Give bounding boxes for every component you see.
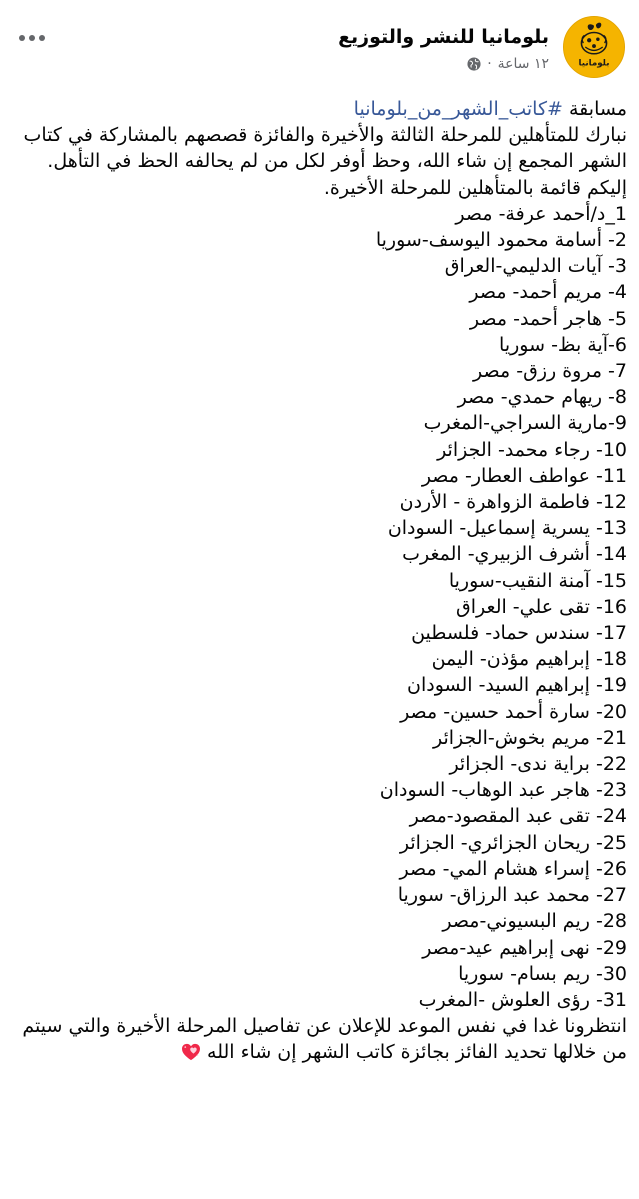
page-avatar[interactable]	[563, 16, 625, 78]
qualifier-item: 16- تقى علي- العراق	[456, 595, 627, 618]
qualifier-item: 31- رؤى العلوش -المغرب	[418, 988, 627, 1011]
intro-paragraph: نبارك للمتأهلين للمرحلة الثالثة والأخيرة والفائزة قصصهم بالمشاركة في كتاب الشهر المجمع إن شاء الله، وحظ أوفر لكل من لم يحالفه الحظ في التأهل.	[23, 124, 627, 173]
globe-icon[interactable]	[467, 57, 481, 71]
page-name[interactable]: بلومانيا للنشر والتوزيع	[338, 26, 549, 48]
post-timestamp[interactable]: ١٢ ساعة	[497, 56, 549, 72]
qualifier-item: 9-مارية السراجي-المغرب	[423, 412, 627, 435]
qualifier-item: 19- إبراهيم السيد- السودان	[407, 674, 627, 697]
qualifier-item: 8- ريهام حمدي- مصر	[457, 386, 627, 409]
qualifier-item: 25- ريحان الجزائري- الجزائر	[399, 831, 627, 854]
post-header	[0, 12, 639, 84]
qualifier-item: 12- فاطمة الزواهرة - الأردن	[399, 491, 627, 514]
qualifier-item: 23- هاجر عبد الوهاب- السودان	[379, 779, 627, 802]
more-dot-icon	[39, 35, 45, 41]
qualifier-item: 24- تقى عبد المقصود-مصر	[409, 805, 627, 828]
post-meta	[467, 56, 549, 72]
intro-prefix: مسابقة	[562, 98, 627, 120]
qualifier-item: 2- أسامة محمود اليوسف-سوريا	[375, 229, 627, 252]
qualifier-item: 15- آمنة النقيب-سوريا	[448, 569, 627, 592]
two-hearts-icon	[181, 1043, 201, 1061]
qualifier-item: 5- هاجر أحمد- مصر	[469, 307, 627, 330]
bloomania-logo-icon	[564, 17, 624, 77]
list-intro: إليكم قائمة بالمتأهلين للمرحلة الأخيرة.	[323, 176, 627, 199]
qualifier-item: 10- رجاء محمد- الجزائر	[437, 438, 627, 461]
qualifier-item: 7- مروة رزق- مصر	[473, 360, 627, 383]
qualifier-item: 21- مريم بخوش-الجزائر	[433, 726, 627, 749]
more-options-button[interactable]	[16, 28, 48, 48]
hashtag-link[interactable]: #كاتب_الشهر_من_بلومانيا	[353, 98, 563, 120]
qualifier-item: 3- آيات الدليمي-العراق	[444, 255, 627, 278]
qualifier-item: 27- محمد عبد الرزاق- سوريا	[397, 884, 627, 907]
post-body	[12, 96, 627, 1066]
qualifier-item: 20- سارة أحمد حسين- مصر	[400, 700, 627, 723]
qualifier-item: 18- إبراهيم مؤذن- اليمن	[431, 648, 627, 671]
qualifier-item: 30- ريم بسام- سوريا	[458, 962, 627, 985]
qualifier-item: 17- سندس حماد- فلسطين	[411, 622, 627, 645]
qualifier-item: 6-آية بظ- سوريا	[499, 333, 627, 356]
intro-line	[12, 96, 627, 122]
closing-paragraph	[12, 1013, 627, 1065]
qualifier-item: 26- إسراء هشام المي- مصر	[399, 857, 627, 880]
qualifier-item: 4- مريم أحمد- مصر	[469, 281, 627, 304]
avatar-text: بلومانيا	[578, 58, 610, 69]
more-dot-icon	[29, 35, 35, 41]
qualifier-item: 14- أشرف الزبيري- المغرب	[402, 543, 627, 566]
qualifiers-list	[12, 201, 627, 1013]
qualifier-item: 11- عواطف العطار- مصر	[421, 464, 627, 487]
qualifier-item: 1_د/أحمد عرفة- مصر	[455, 202, 627, 225]
meta-separator: ·	[487, 56, 492, 72]
qualifier-item: 22- براية ندى- الجزائر	[449, 753, 627, 776]
qualifier-item: 29- نهى إبراهيم عيد-مصر	[422, 936, 627, 959]
more-dot-icon	[19, 35, 25, 41]
qualifier-item: 28- ريم البسيوني-مصر	[442, 910, 627, 933]
qualifier-item: 13- يسرية إسماعيل- السودان	[387, 517, 627, 540]
closing-text: انتظرونا غدا في نفس الموعد للإعلان عن تفاصيل المرحلة الأخيرة والتي سيتم من خلالها تحديد الفائز بجائزة كاتب الشهر إن شاء الله	[22, 1015, 627, 1064]
